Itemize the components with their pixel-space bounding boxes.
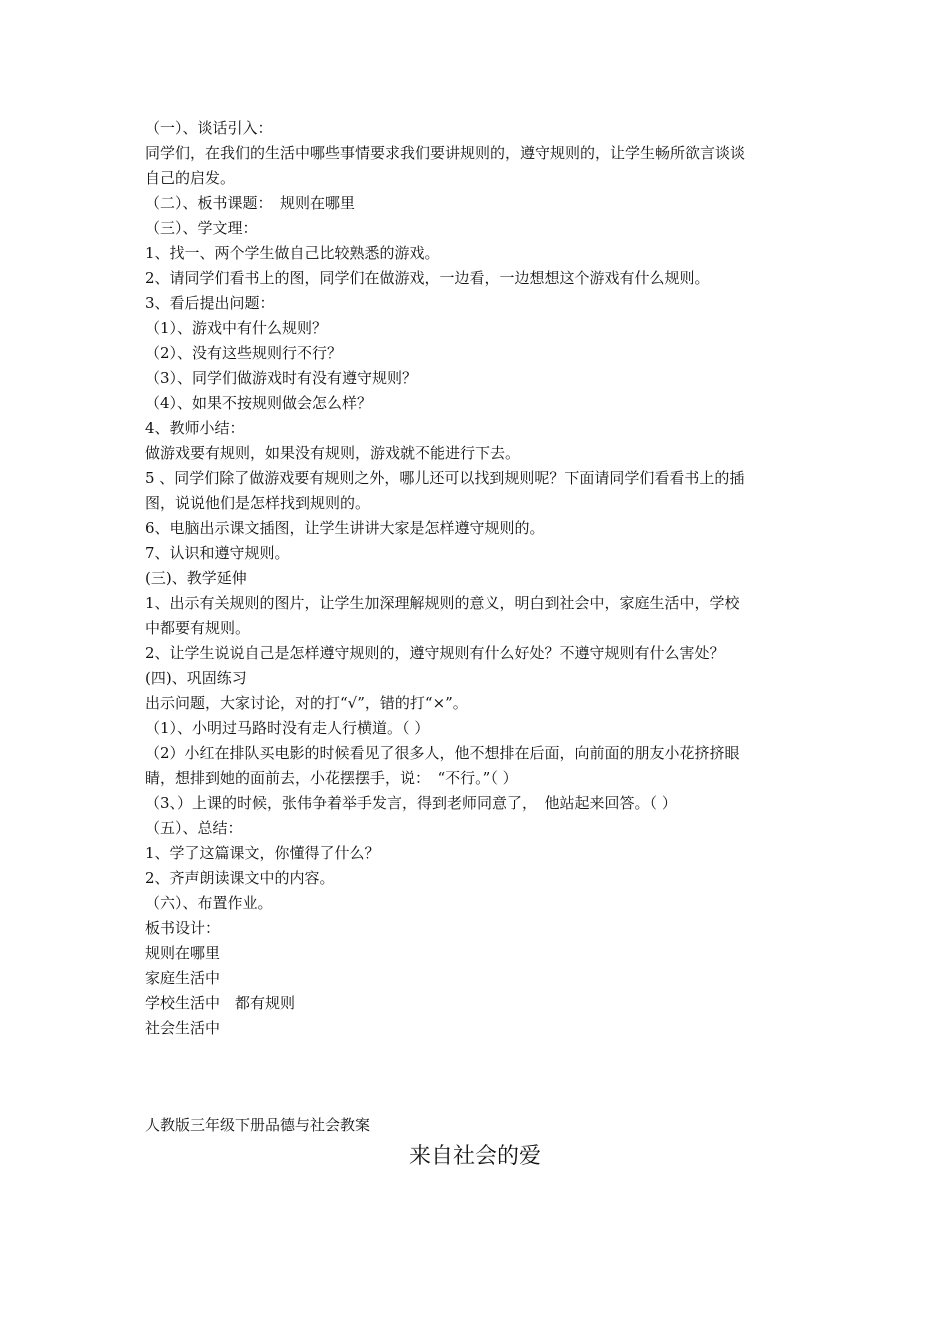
section-heading-topic: （二）、板书课题： 规则在哪里 [145,194,356,212]
paragraph-line: 做游戏要有规则，如果没有规则，游戏就不能进行下去。 [145,444,521,462]
exercise-item: （2）小红在排队买电影的时候看见了很多人，他不想排在后面，向前面的朋友小花挤挤眼 [145,744,740,762]
board-design-line: 社会生活中 [145,1019,221,1037]
paragraph-line: 中都要有规则。 [145,619,251,637]
list-item: 2、齐声朗读课文中的内容。 [145,869,335,887]
section-heading-intro: （一）、谈话引入： [145,119,273,137]
list-item: 1、找一、两个学生做自己比较熟悉的游戏。 [145,244,440,262]
section-heading-homework: （六）、布置作业。 [145,894,273,912]
board-design-heading: 板书设计： [145,919,221,937]
board-design-line: 学校生活中 都有规则 [145,994,296,1012]
list-item: 2、让学生说说自己是怎样遵守规则的，遵守规则有什么好处？不遵守规则有什么害处？ [145,644,725,662]
lesson-body [145,116,815,1138]
section-heading-practice: (四)、巩固练习 [145,669,247,687]
list-item: 6、电脑出示课文插图，让学生讲讲大家是怎样遵守规则的。 [145,519,545,537]
paragraph-line: 出示问题，大家讨论，对的打“√”，错的打“×”。 [145,694,468,712]
list-item: 4、教师小结： [145,419,245,437]
list-item: 1、学了这篇课文，你懂得了什么？ [145,844,380,862]
question-item: （4）、如果不按规则做会怎么样？ [145,394,373,412]
paragraph-line: 同学们，在我们的生活中哪些事情要求我们要讲规则的，遵守规则的，让学生畅所欲言谈谈 [145,144,746,162]
board-design-line: 规则在哪里 [145,944,221,962]
paragraph-line: 图，说说他们是怎样找到规则的。 [145,494,371,512]
list-item: 5 、同学们除了做游戏要有规则之外，哪儿还可以找到规则呢？下面请同学们看看书上的插 [145,469,745,487]
paragraph-line: 自己的启发。 [145,169,236,187]
question-item: （1）、游戏中有什么规则？ [145,319,328,337]
next-lesson-label: 人教版三年级下册品德与社会教案 [145,1116,371,1134]
exercise-item: （1）、小明过马路时没有走人行横道。（ ） [145,719,430,737]
section-heading-extension: (三)、教学延伸 [145,569,247,587]
question-item: （2）、没有这些规则行不行？ [145,344,343,362]
section-heading-summary: （五）、总结： [145,819,243,837]
list-item: 1、出示有关规则的图片，让学生加深理解规则的意义，明白到社会中，家庭生活中，学校 [145,594,740,612]
section-heading-study: （三）、学文理： [145,219,258,237]
section-spacer [145,1041,815,1113]
list-item: 2、请同学们看书上的图，同学们在做游戏，一边看，一边想想这个游戏有什么规则。 [145,269,710,287]
next-lesson-title: 来自社会的爱 [408,1144,541,1169]
paragraph-line: 睛，想排到她的面前去，小花摆摆手，说： “不行。”（ ） [145,769,518,787]
board-design-line: 家庭生活中 [145,969,221,987]
list-item: 3、看后提出问题： [145,294,275,312]
exercise-item: （3、）上课的时候，张伟争着举手发言，得到老师同意了， 他站起来回答。（ ） [145,794,677,812]
list-item: 7、认识和遵守规则。 [145,544,290,562]
question-item: （3）、同学们做游戏时有没有遵守规则？ [145,369,418,387]
